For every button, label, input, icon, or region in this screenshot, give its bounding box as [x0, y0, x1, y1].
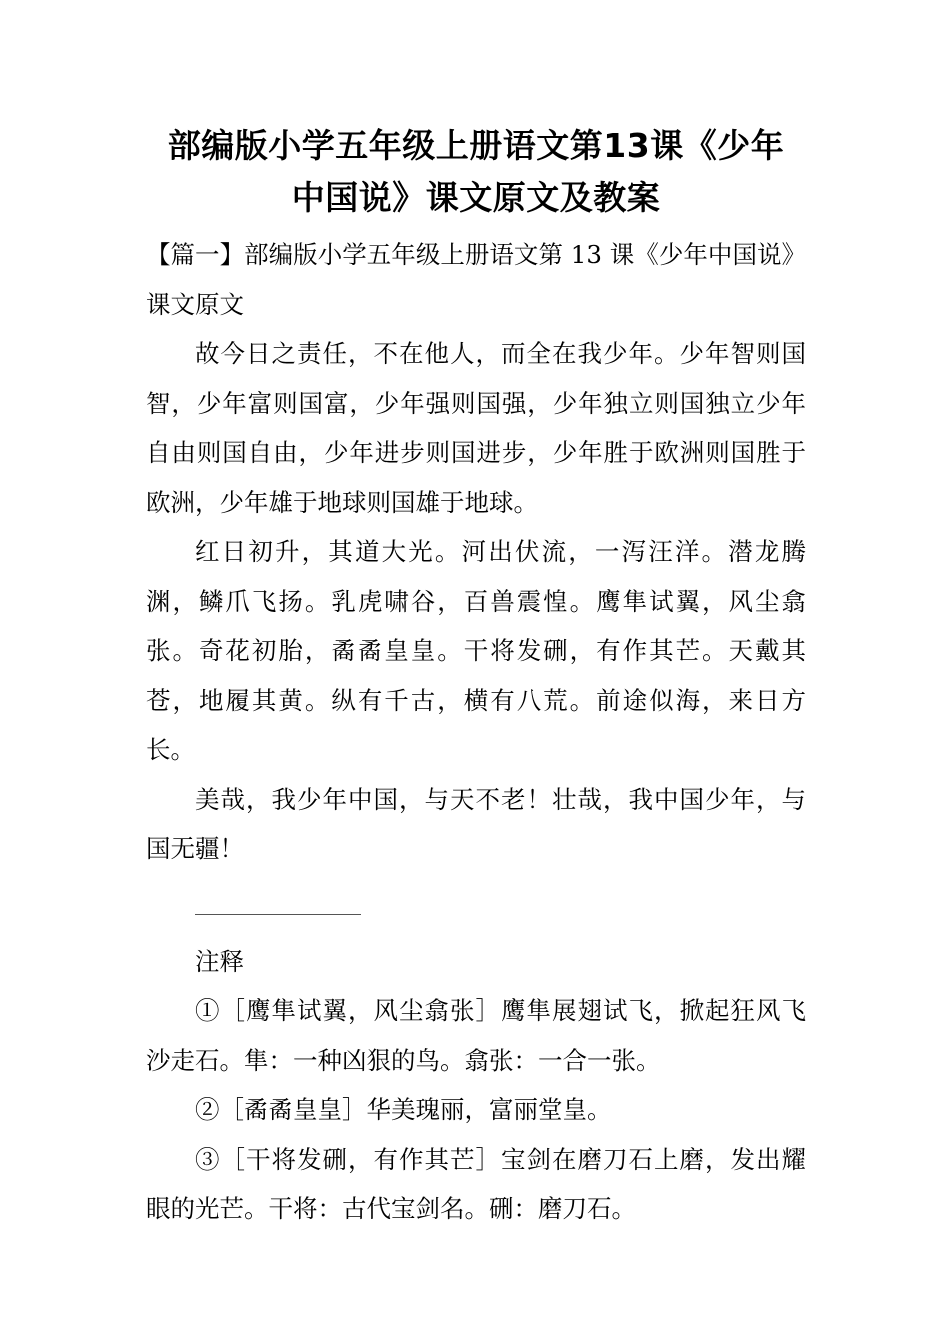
paragraph-3: 美哉，我少年中国，与天不老！壮哉，我中国少年，与国无疆！: [146, 784, 806, 863]
note-2: ②［矞矞皇皇］华美瑰丽，富丽堂皇。: [195, 1095, 612, 1124]
paragraph-2: 红日初升，其道大光。河出伏流，一泻汪洋。潜龙腾渊，鳞爪飞扬。乳虎啸谷，百兽震惶。鹰隼试翼，风尘翕张。奇花初胎，矞矞皇皇。干将发硎，有作其芒。天戴其苍，地履其黄。纵有千古，横有八荒。前途似海，来日方长。: [146, 537, 806, 764]
paragraph-1: 故今日之责任，不在他人，而全在我少年。少年智则国智，少年富则国富，少年强则国强，少年独立则国独立少年自由则国自由，少年进步则国进步，少年胜于欧洲则国胜于欧洲，少年雄于地球则国雄于地球。: [146, 339, 806, 517]
section-heading: 【篇一】部编版小学五年级上册语文第 13 课《少年中国说》课文原文: [146, 240, 806, 319]
notes-heading: 注释: [195, 946, 244, 976]
footnote-divider: [195, 914, 361, 915]
title-line-2: 中国说》课文原文及教案: [291, 178, 661, 217]
note-3: ③［干将发硎，有作其芒］宝剑在磨刀石上磨，发出耀眼的光芒。干将：古代宝剑名。硎：磨刀石。: [146, 1144, 806, 1223]
page-title: [136, 120, 816, 224]
document-page: [146, 120, 806, 1234]
title-line-1: 部编版小学五年级上册语文第13课《少年: [167, 126, 785, 165]
note-1: ①［鹰隼试翼，风尘翕张］鹰隼展翅试飞，掀起狂风飞沙走石。隼：一种凶狠的鸟。翕张：一合一张。: [146, 996, 806, 1075]
